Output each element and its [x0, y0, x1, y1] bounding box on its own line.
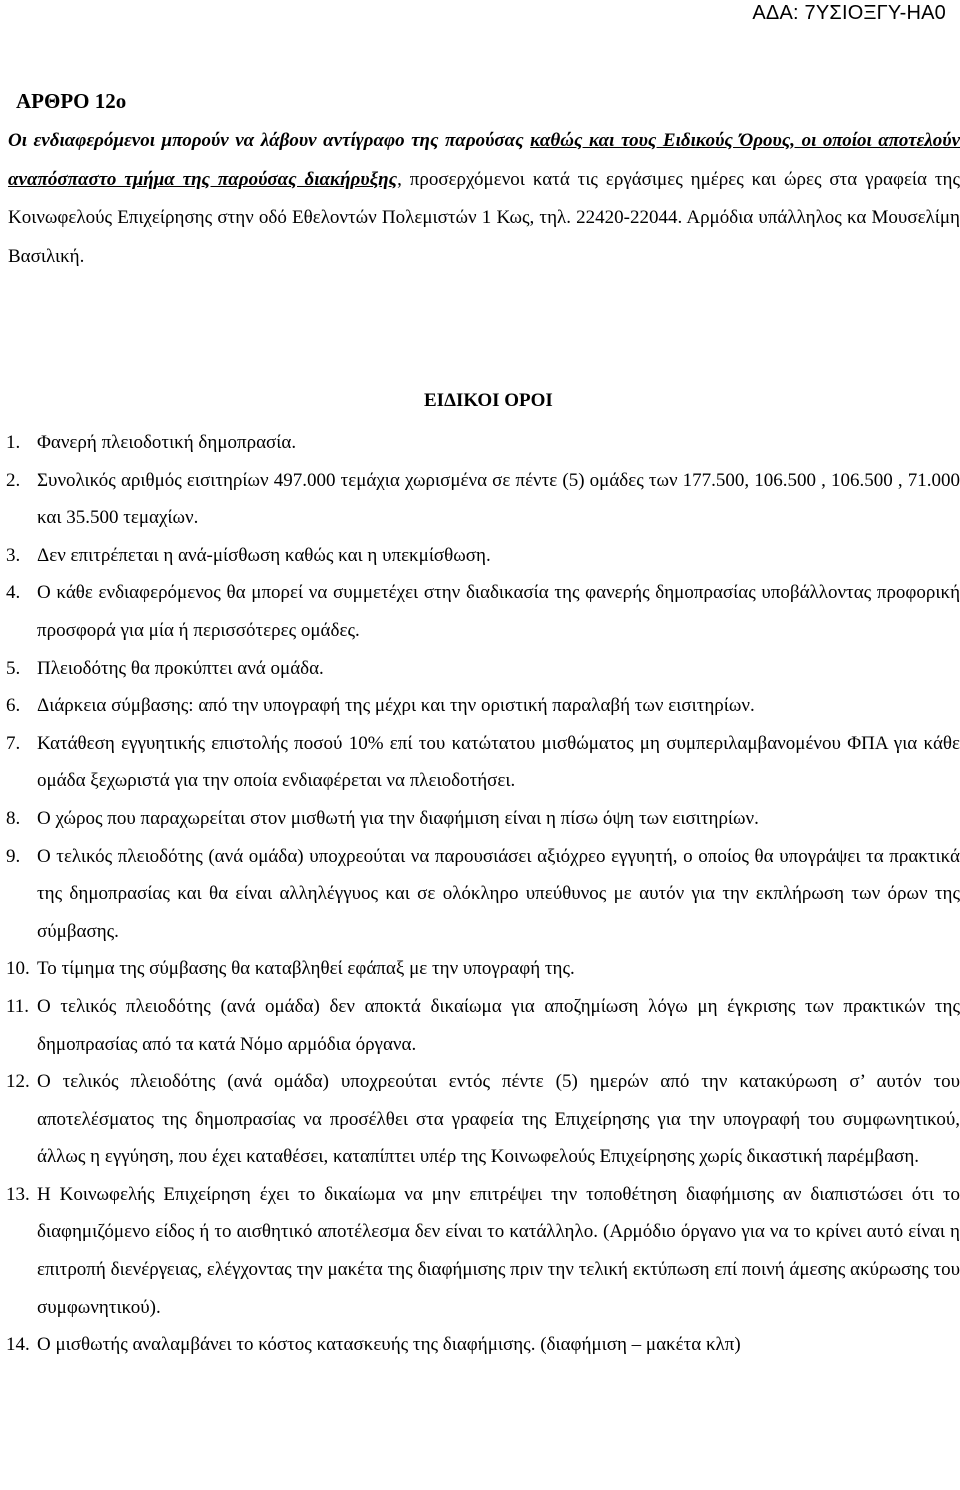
term-text: Φανερή πλειοδοτική δημοπρασία. [37, 432, 297, 453]
intro-underlined-text: καθώς και τους Ειδικούς Όρους, οι οποίοι αποτελούν αναπόσπαστο τμήμα της παρούσας διακήρυξης [8, 130, 960, 190]
term-item [6, 1326, 960, 1364]
term-item [6, 537, 960, 575]
term-text: Δεν επιτρέπεται η ανά-μίσθωση καθώς και η υπεκμίσθωση. [37, 544, 491, 566]
term-item [6, 687, 960, 725]
term-number: 8. [6, 807, 21, 829]
term-text: Το τίμημα της σύμβασης θα καταβληθεί εφάπαξ με την υπογραφή της. [37, 958, 575, 980]
term-item [6, 1063, 960, 1176]
ada-code: ΑΔΑ: 7ΥΣΙΟΞΓΥ-ΗΑ0 [752, 2, 946, 24]
article-intro-paragraph [8, 122, 960, 276]
term-number: 1. [6, 432, 21, 453]
term-text: Πλειοδότης θα προκύπτει ανά ομάδα. [37, 657, 324, 679]
term-item [6, 650, 960, 688]
term-number: 6. [6, 695, 21, 717]
special-terms-list [6, 424, 960, 1364]
term-number: 12. [6, 1071, 30, 1093]
term-text: Ο τελικός πλειοδότης (ανά ομάδα) υποχρεούται να παρουσιάσει αξιόχρεο εγγυητή, ο οποίος θα υπογράψει τα πρακτικά της δημοπρασίας και θα είναι αλληλέγγυος και σε ολόκληρο υπεύθυνος με αυτόν για την εκπλήρωση των όρων της σύμβασης. [37, 845, 960, 942]
term-text: Ο χώρος που παραχωρείται στον μισθωτή για την διαφήμιση είναι η πίσω όψη των εισιτηρίων. [37, 807, 759, 829]
term-number: 14. [6, 1334, 30, 1356]
term-number: 7. [6, 732, 21, 754]
article-title: ΑΡΘΡΟ 12ο [16, 89, 127, 113]
term-item [6, 800, 960, 838]
term-number: 3. [6, 544, 21, 566]
term-number: 5. [6, 657, 21, 679]
term-text: Συνολικός αριθμός εισιτηρίων 497.000 τεμάχια χωρισμένα σε πέντε (5) ομάδες των 177.500, 106.500 , 106.500 , 71.000 και 35.500 τεμαχίων. [37, 469, 960, 529]
term-text: Ο μισθωτής αναλαμβάνει το κόστος κατασκευής της διαφήμισης. (διαφήμιση – μακέτα κλπ) [37, 1334, 741, 1356]
term-text: Διάρκεια σύμβασης: από την υπογραφή της μέχρι και την οριστική παραλαβή των εισιτηρίων. [37, 695, 755, 717]
term-item [6, 574, 960, 649]
intro-rest-text: , προσερχόμενοι κατά τις εργάσιμες ημέρες και ώρες στα γραφεία της Κοινωφελούς Επιχείρησης στην οδό Εθελοντών Πολεμιστών 1 Κως, τηλ. 22420-22044. Αρμόδια υπάλληλος κα Μουσελίμη Βασιλική. [8, 168, 960, 267]
term-number: 13. [6, 1183, 30, 1205]
term-number: 2. [6, 469, 21, 491]
intro-bold-text: Οι ενδιαφερόμενοι μπορούν να λάβουν αντίγραφο της παρούσας [8, 130, 531, 151]
term-text: Η Κοινωφελής Επιχείρηση έχει το δικαίωμα να μην επιτρέψει την τοποθέτηση διαφήμισης αν διαπιστώσει ότι το διαφημιζόμενο είδος ή το αισθητικό αποτέλεσμα δεν είναι το κατάλληλο. (Αρμόδιο όργανο για να το κρίνει αυτό είναι η επιτροπή διενέργειας, ελέγχοντας την μακέτα της διαφήμισης πριν την τελική εκτύπωση επί ποινή άμεσης ακύρωσης του συμφωνητικού). [37, 1183, 960, 1318]
term-text: Ο κάθε ενδιαφερόμενος θα μπορεί να συμμετέχει στην διαδικασία της φανερής δημοπρασίας υποβάλλοντας προφορική προσφορά για μία ή περισσότερες ομάδες. [37, 582, 960, 641]
term-item [6, 725, 960, 800]
term-number: 11. [6, 995, 30, 1017]
term-item [6, 1176, 960, 1326]
term-text: Κατάθεση εγγυητικής επιστολής ποσού 10% επί του κατώτατου μισθώματος μη συμπεριλαμβανομένου ΦΠΑ για κάθε ομάδα ξεχωριστά για την οποία ενδιαφέρεται να πλειοδοτήσει. [37, 732, 960, 792]
term-text: Ο τελικός πλειοδότης (ανά ομάδα) δεν αποκτά δικαίωμα για αποζημίωση λόγω μη έγκρισης των πρακτικών της δημοπρασίας από τα κατά Νόμο αρμόδια όργανα. [37, 995, 960, 1055]
term-item [6, 988, 960, 1063]
term-item [6, 950, 960, 988]
term-text: Ο τελικός πλειοδότης (ανά ομάδα) υποχρεούται εντός πέντε (5) ημερών από την κατακύρωση σ’ αυτόν του αποτελέσματος της δημοπρασίας να προσέλθει στα γραφεία της Επιχείρησης για την υπογραφή του συμφωνητικού, άλλως η εγγύηση, που έχει καταθέσει, καταπίπτει υπέρ της Κοινωφελούς Επιχείρησης χωρίς δικαστική παρέμβαση. [37, 1071, 960, 1168]
term-number: 10. [6, 958, 30, 980]
term-number: 4. [6, 582, 21, 604]
term-item [6, 838, 960, 951]
term-item [6, 424, 960, 462]
term-item [6, 462, 960, 537]
special-terms-title: ΕΙΔΙΚΟΙ ΟΡΟΙ [424, 390, 553, 411]
term-number: 9. [6, 845, 21, 867]
